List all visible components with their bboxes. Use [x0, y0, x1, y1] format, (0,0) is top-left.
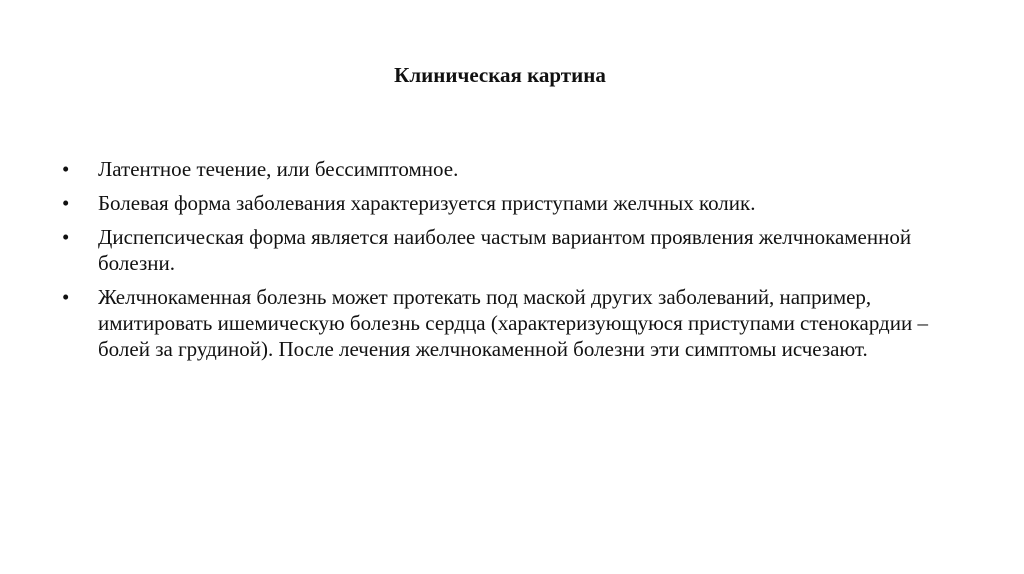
list-item [62, 224, 962, 276]
bullet-text: Болевая форма заболевания характеризуется приступами желчных колик. [98, 191, 756, 215]
bullet-icon: • [62, 191, 70, 215]
bullet-text: Диспепсическая форма является наиболее частым вариантом проявления желчнокаменной болезни. [98, 225, 912, 275]
list-item [62, 156, 962, 182]
list-item [62, 190, 962, 216]
bullet-text: Латентное течение, или бессимптомное. [98, 157, 459, 181]
slide-title: Клиническая картина [394, 63, 606, 87]
bullet-icon: • [62, 225, 70, 249]
bullet-icon: • [62, 157, 70, 181]
bullet-text: Желчнокаменная болезнь может протекать под маской других заболеваний, например, имитировать ишемическую болезнь сердца (характеризующуюся приступами стенокардии – болей за грудиной). После лечения желчнокаменной болезни эти симптомы исчезают. [98, 285, 928, 361]
list-item [62, 284, 962, 362]
bullet-icon: • [62, 285, 70, 309]
bullet-list [62, 156, 962, 370]
